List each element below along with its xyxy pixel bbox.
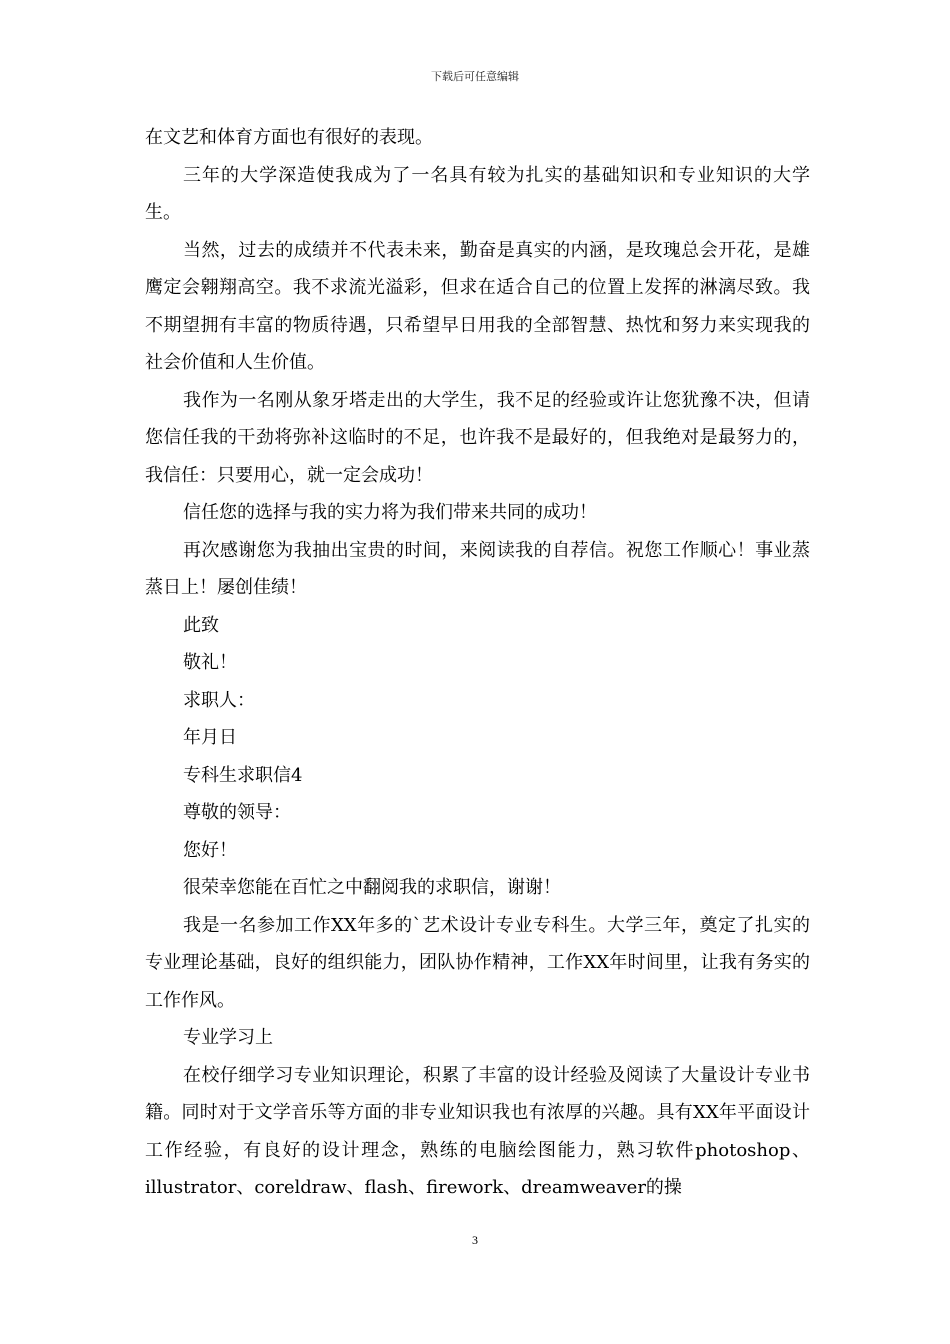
closing-salutation: 此致: [183, 614, 219, 636]
paragraph: 在文艺和体育方面也有很好的表现。: [145, 127, 433, 148]
page-number: 3: [472, 1233, 478, 1247]
paragraph: 再次感谢您为我抽出宝贵的时间，来阅读我的自荐信。祝您工作顺心！事业蒸蒸日上！屡创佳绩！: [145, 539, 810, 598]
paragraph: 当然，过去的成绩并不代表未来，勤奋是真实的内涵，是玫瑰总会开花，是雄鹰定会翱翔高空。我不求流光溢彩，但求在适合自己的位置上发挥的淋漓尽致。我不期望拥有丰富的物质待遇，只希望早日用我的全部智慧、热忱和努力来实现我的社会价值和人生价值。: [145, 239, 810, 373]
paragraph: 三年的大学深造使我成为了一名具有较为扎实的基础知识和专业知识的大学生。: [145, 164, 810, 223]
page-header-note: 下载后可任意编辑: [431, 70, 519, 83]
closing-regards: 敬礼！: [183, 652, 237, 673]
greeting-addressee: 尊敬的领导：: [183, 802, 291, 823]
signature-date: 年月日: [183, 727, 237, 748]
document-body: [145, 119, 810, 1207]
paragraph: 我作为一名刚从象牙塔走出的大学生，我不足的经验或许让您犹豫不决，但请您信任我的干劲将弥补这临时的不足，也许我不是最好的，但我绝对是最努力的，我信任：只要用心，就一定会成功！: [145, 389, 810, 486]
greeting: 您好！: [183, 839, 237, 861]
paragraph: 我是一名参加工作XX年多的`艺术设计专业专科生。大学三年，奠定了扎实的专业理论基础，良好的组织能力，团队协作精神，工作XX年时间里，让我有务实的工作作风。: [145, 914, 810, 1011]
paragraph: 信任您的选择与我的实力将为我们带来共同的成功！: [183, 502, 597, 523]
signature-applicant: 求职人：: [183, 689, 255, 711]
section-title: 专科生求职信4: [183, 764, 303, 786]
paragraph: 在校仔细学习专业知识理论，积累了丰富的设计经验及阅读了大量设计专业书籍。同时对于文学音乐等方面的非专业知识我也有浓厚的兴趣。具有XX年平面设计工作经验，有良好的设计理念，熟练的电脑绘图能力，熟习软件photoshop、illustrator、coreldraw、flash、firework、dreamweaver的操: [145, 1064, 810, 1198]
paragraph: 很荣幸您能在百忙之中翻阅我的求职信，谢谢！: [183, 877, 561, 898]
subheading: 专业学习上: [183, 1027, 273, 1048]
